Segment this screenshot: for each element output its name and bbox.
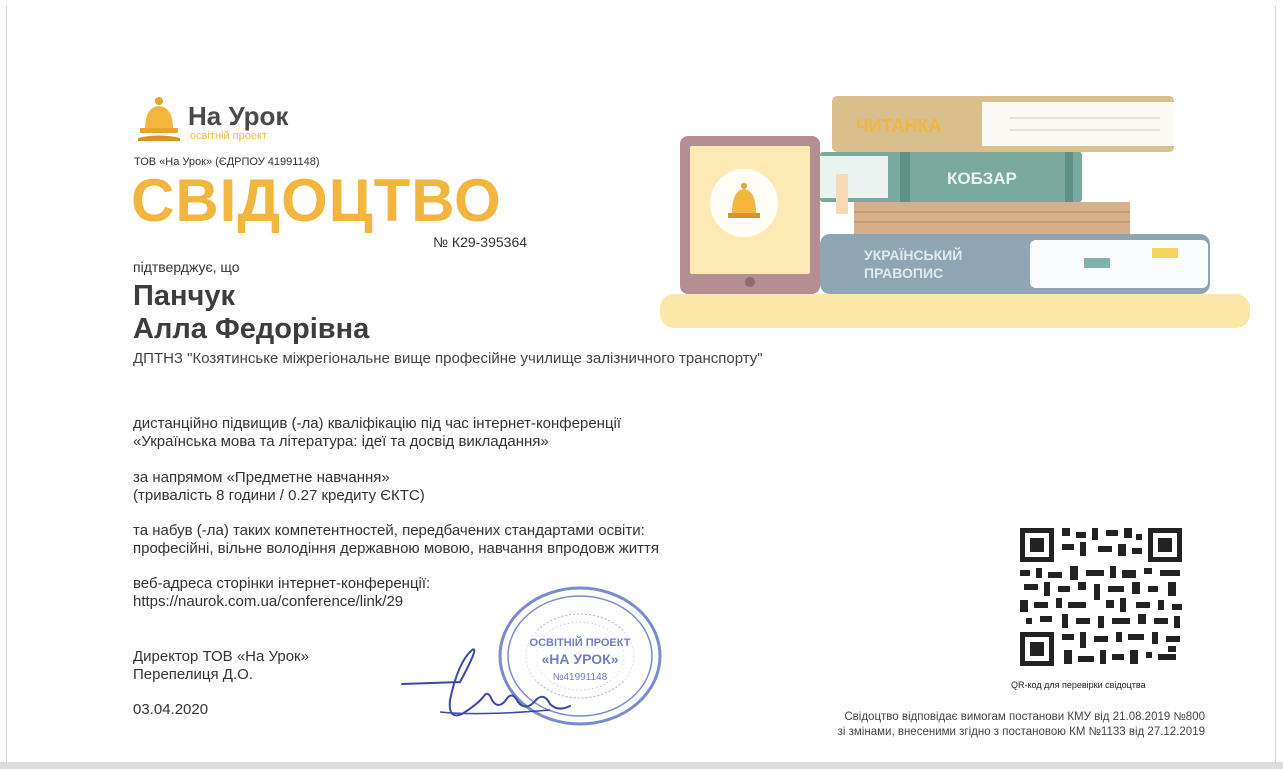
book-title-chytanka: ЧИТАНКА: [856, 116, 942, 136]
tablet: [680, 136, 820, 294]
seal-text-1: ОСВІТНІЙ ПРОЕКТ: [529, 637, 631, 649]
signature-icon: [400, 640, 575, 725]
qr-caption: QR-код для перевірки свідоцтва: [1011, 680, 1146, 690]
recipient-name: [133, 280, 369, 346]
paragraph-direction: [133, 469, 425, 505]
seal-text-2: «НА УРОК»: [541, 651, 619, 667]
conference-title: «Українська мова та література: ідеї та досвід викладання»: [133, 433, 549, 450]
seal-text-3: №41991148: [552, 672, 608, 683]
recipient-surname: Панчук: [133, 280, 235, 312]
page-bottom-edge: [0, 762, 1283, 769]
director-name: Перепелиця Д.О.: [133, 666, 253, 683]
brand-name: На Урок: [188, 101, 289, 131]
certificate-number: № К29-395364: [433, 234, 528, 250]
paragraph-competencies: [133, 522, 659, 558]
recipient-given-name: Алла Федорівна: [133, 313, 370, 345]
book-brown: [854, 202, 1130, 234]
bell-icon: [136, 95, 182, 143]
paragraph-qualification: [133, 415, 621, 451]
paragraph-line: дистанційно підвищив (-ла) кваліфікацію під час інтернет-конференції: [133, 415, 622, 432]
book-title-kobzar: КОБЗАР: [947, 169, 1017, 188]
book-title-pravopys-1: УКРАЇНСЬКИЙ: [864, 247, 963, 263]
conference-url: https://naurok.com.ua/conference/link/29: [133, 593, 404, 610]
director-block: [133, 648, 309, 684]
certificate-title: СВІДОЦТВО: [131, 167, 502, 234]
qr-code-icon: [1018, 526, 1184, 668]
books-illustration: [660, 92, 1252, 332]
book-chytanka: [832, 96, 1174, 152]
brand-tagline: освітній проект: [190, 130, 267, 142]
brand-logo: [136, 95, 288, 143]
org-line: ТОВ «На Урок» (ЄДРПОУ 41991148): [134, 156, 320, 168]
paragraph-line: за напрямом «Предметне навчання»: [133, 469, 390, 486]
confirms-text: підтверджує, що: [133, 259, 240, 275]
paragraph-line: веб-адреса сторінки інтернет-конференції:: [133, 575, 431, 592]
paragraph-line: та набув (-ла) таких компетентностей, передбачених стандартами освіти:: [133, 522, 645, 539]
competencies-line: професійні, вільне володіння державною мовою, навчання впродовж життя: [133, 540, 659, 557]
institution: ДПТНЗ "Козятинське міжрегіональне вище професійне училище залізничного транспорту": [133, 350, 763, 367]
issue-date: 03.04.2020: [133, 701, 209, 718]
footer-line: Свідоцтво відповідає вимогам постанови КМУ від 21.08.2019 №800: [844, 711, 1205, 723]
footer-line: зі змінами, внесеними згідно з постановою КМ №1133 від 27.12.2019: [837, 726, 1205, 738]
book-pravopys: [820, 234, 1210, 294]
paragraph-url: [133, 575, 430, 611]
shelf: [660, 294, 1250, 328]
duration-line: (тривалість 8 години / 0.27 кредиту ЄКТС): [133, 487, 425, 504]
legal-footer: [838, 710, 1205, 740]
director-title: Директор ТОВ «На Урок»: [133, 648, 309, 665]
book-title-pravopys-2: ПРАВОПИС: [864, 265, 944, 281]
